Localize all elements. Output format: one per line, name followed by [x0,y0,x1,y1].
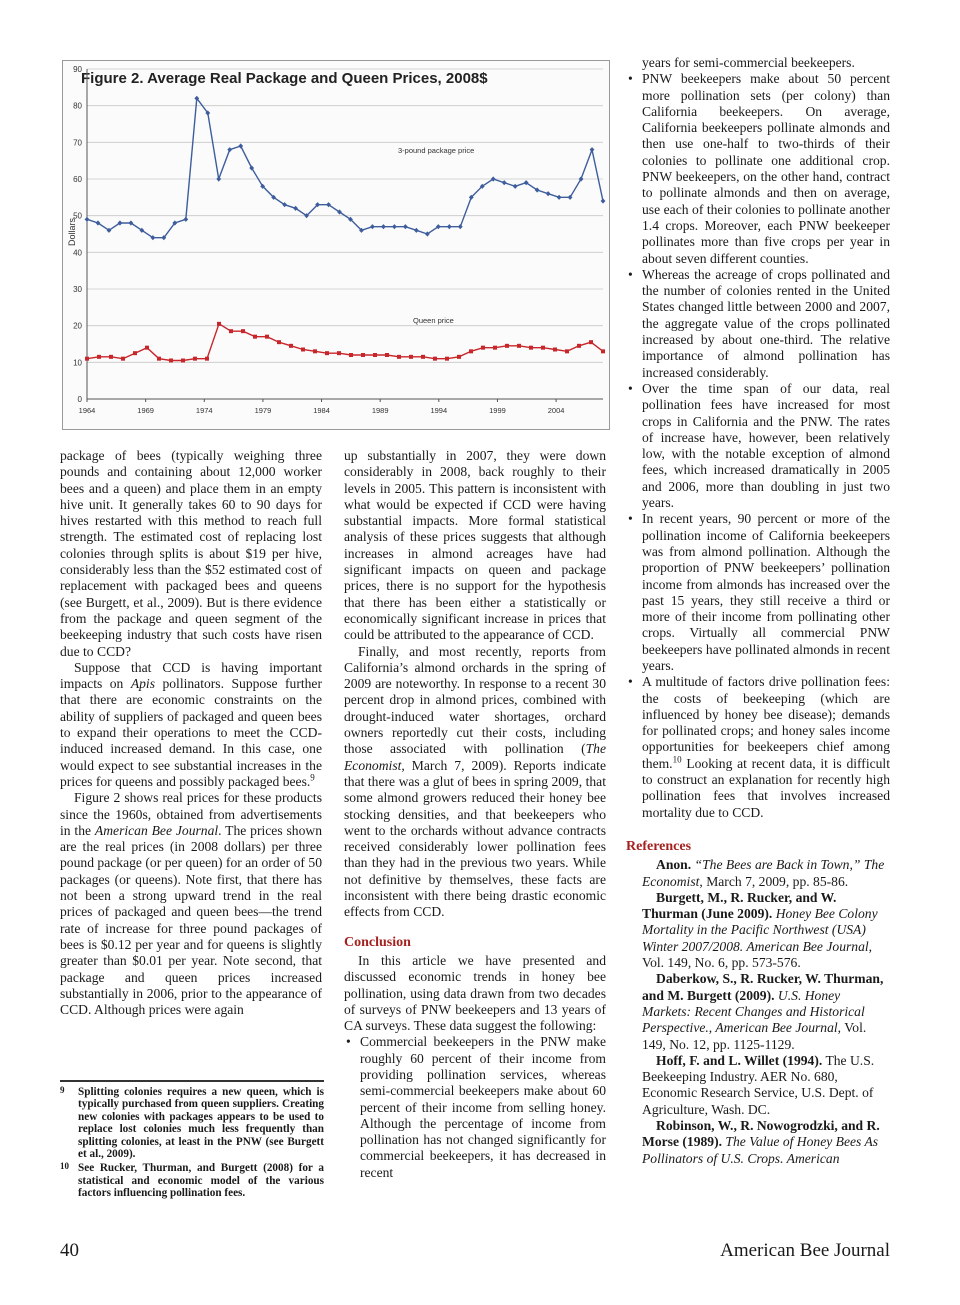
queen-price-line [87,324,603,361]
queen-series-label: Queen price [413,316,454,325]
list-item: • Over the time span of our data, real pollination fees have increased for most crops in California and the PNW. The rates of increase have, however, been relatively low, with the notable exception of almond fees, which increased dramatically in 2005 and 2006, more than doubling in just two years. [626,381,890,511]
package-price-point [447,224,452,229]
queen-price-point [601,349,605,353]
queen-price-point [313,349,317,353]
y-tick-label: 90 [73,65,82,74]
list-item: • PNW beekeepers make about 50 percent more pollination sets (per colony) than California beekeepers. On average, California beekeepers pollinate almonds and then use one-half to two-thirds of their colonies to pollinate one additional crop. PNW beekeepers, on the other hand, contract to pollinate almonds and then on average, use each of their colonies to pollinate another 1.4 crops. Moreover, each PNW beekeeper pollinates more than five crops per year in about seven different counties. [626,71,890,267]
queen-price-point [241,329,245,333]
queen-price-point [289,344,293,348]
conclusion-heading: Conclusion [344,934,411,950]
package-price-point [458,224,463,229]
footnote-10: 10 See Rucker, Thurman, and Burgett (2008) for a statistical and economic model of the various factors influencing pollination fees. [60,1161,324,1200]
y-tick-label: 40 [73,248,82,258]
queen-price-point [541,346,545,350]
package-price-point [601,198,606,203]
y-tick-label: 30 [73,285,82,294]
queen-price-point [529,346,533,350]
reference: Daberkow, S., R. Rucker, W. Thurman, and M. Burgett (2009). U.S. Honey Markets: Recent Changes and Historical Perspective., American Bee Journal, Vol. 149, No. 12, pp. 1125-1129. [642,971,884,1052]
queen-price-point [565,349,569,353]
queen-price-point [397,355,401,359]
list-item: • Whereas the acreage of crops pollinated and the number of colonies rented in the United States changed little between 2000 and 2007, the aggregate value of the crops pollinated increased by about one-third. The relative importance of almond pollination has increased considerably. [626,267,890,381]
queen-price-point [433,357,437,361]
queen-price-point [469,349,473,353]
package-price-point [381,224,386,229]
queen-price-point [301,348,305,352]
paragraph: package of bees (typically weighing three pounds and containing about 12,000 worker bees and a queen) and place them in an empty hive unit. It generally takes 60 to 90 days for hives restarted with this method to reach full strength. The estimated cost of replacing lost colonies through splits is about $19 per hive, considerably less than the $52 estimated cost of replacement with packaged bees and queens (see Burgett, et al., 2009). But is there evidence from the package and queen segment of the beekeeping industry that such costs have risen due to CCD? [60,448,322,659]
list-item: • In recent years, 90 percent or more of the pollination income of California beekeepers was from almond pollination. Although the proportion of PNW beekeepers’ pollination income from almonds has increased over the past 15 years, they still receive a third or more of their income from pollinating other crops. Virtually all commercial PNW beekeepers have pollinated almonds in recent years. [626,511,890,674]
queen-price-point [457,355,461,359]
package-price-point [590,147,595,152]
package-price-point [546,191,551,196]
queen-price-point [97,355,101,359]
paragraph: Finally, and most recently, reports from California’s almond orchards in the spring of 2009 are noteworthy. In response to a recent 30 percent drop in almond prices, combined with drought-induced water shortages, orchard owners reportedly cut their costs, including those associated with pollination (The Economist, March 7, 2009). Reports indicate that there was a glut of bees in spring 2009, that some almond growers reduced their honey bee stocking densities, and that beekeepers who went to the orchards without advance contracts received considerably lower pollination fees than they had in the previous two years. While not definitive by themselves, these facts are inconsistent with there being drastic economic effects from CCD. [344,643,606,920]
package-price-point [414,228,419,233]
x-tick-label: 1964 [78,406,96,415]
queen-price-point [493,346,497,350]
queen-price-point [421,355,425,359]
package-price-point [85,217,90,222]
queen-price-point [109,355,113,359]
paragraph: up substantially in 2007, they were down considerably in 2008, back roughly to their levels in 2005. This pattern is inconsistent with what would be expected if CCD were having substantial impacts. More formal statistical analysis of these prices suggests that although increases in almond acreages have had significant impacts on queen and package prices, there is no support for the hypothesis that there has been either a statistically or economically significant increase in prices that could be attributed to the appearance of CCD. [344,448,606,643]
y-axis-label: Dollars [67,217,77,246]
queen-price-point [409,355,413,359]
queen-price-point [553,348,557,352]
column-right [626,55,890,1167]
footnote-9: 9 Splitting colonies requires a new queen, which is typically purchased from queen suppliers. Creating new colonies with packages appears to be used to replace lost colonies much less frequently than splitting colonies, at least in the PNW (see Burgett et al., 2009). [60,1085,324,1161]
queen-price-point [169,359,173,363]
package-price-point [557,195,562,200]
paragraph: In this article we have presented and discussed economic trends in honey bee pollination, using data drawn from two decades of surveys of PNW beekeepers and 13 years of CA surveys. These data suggest the following: [344,952,606,1034]
queen-price-point [445,357,449,361]
y-tick-label: 50 [73,211,82,221]
package-price-point [392,224,397,229]
findings-list [344,1034,606,1181]
queen-price-point [145,346,149,350]
x-tick-label: 1969 [137,406,154,415]
package-price-point [502,180,507,185]
page-number: 40 [60,1240,79,1261]
list-item: • Commercial beekeepers in the PNW make roughly 60 percent of their income from providing pollination services, whereas semi-commercial beekeepers make about 60 percent of their income from selling honey. Although the percentage of income from pollination has not changed significantly for commercial beekeepers, it has decreased in recent [344,1034,606,1181]
queen-price-point [589,340,593,344]
queen-price-point [361,353,365,357]
queen-price-point [265,335,269,339]
queen-price-point [217,322,221,326]
paragraph: Figure 2 shows real prices for these products since the 1960s, obtained from advertisements in the American Bee Journal. The prices shown are the real prices (in 2008 dollars) per three pound package (or per queen) for an order of 50 packages (or queens). Note first, that there has not been a strong upward trend in the real prices of packaged and queen bees—the trend rate of increase for three pound packages of bees is $0.12 per year and for queens is slightly greater than $0.01 per year. Note second, that package and queen prices increased substantially in 2006, prior to the appearance of CCD. Although prices were again [60,790,322,1018]
queen-price-point [481,346,485,350]
queen-price-point [577,344,581,348]
package-price-point [227,147,232,152]
queen-price-point [325,351,329,355]
package-price-point [403,224,408,229]
column-middle [344,448,606,1181]
queen-price-point [373,353,377,357]
x-tick-label: 1974 [195,406,213,415]
x-tick-label: 1989 [371,406,389,415]
list-item: • A multitude of factors drive pollination fees: the costs of beekeeping (which are influenced by honey bee disease); demands for pollinated crops; and honey sales income opportunities for beekeepers chief among them.$^{10}$ Looking at recent data, it is difficult to construct an explanation for recently high pollination fees that involves increased mortality due to CCD. [626,674,890,821]
x-tick-label: 2004 [547,406,565,415]
footnotes [60,1080,324,1202]
column-left [60,448,322,1018]
queen-price-point [133,351,137,355]
y-tick-label: 80 [73,101,82,111]
queen-price-point [337,351,341,355]
x-tick-label: 1994 [430,406,448,415]
journal-name: American Bee Journal [720,1240,890,1261]
queen-price-point [229,329,233,333]
queen-price-point [205,357,209,361]
queen-price-point [253,335,257,339]
y-tick-label: 0 [77,395,82,404]
y-tick-label: 20 [73,321,82,331]
reference: Robinson, W., R. Nowogrodzki, and R. Morse (1989). The Value of Honey Bees As Pollinators of U.S. Crops. American [642,1118,880,1166]
list-item: years for semi-commercial beekeepers. [642,55,855,70]
reference: Burgett, M., R. Rucker, and W. Thurman (June 2009). Honey Bee Colony Mortality in the Pacific Northwest (USA) Winter 2007/2008. American Bee Journal, Vol. 149, No. 6, pp. 573-576. [642,889,878,971]
queen-price-point [181,359,185,363]
package-price-point [183,217,188,222]
paragraph: Suppose that CCD is having important impacts on Apis pollinators. Suppose further that there are economic constraints on the ability of suppliers of packaged and queen bees to expand their operations to meet the CCD-induced increased demand. In this case, one would expect to see substantial increases in the prices for queens and possibly packaged bees.$^9$ [60,659,322,789]
footnote-ref: 9 [310,772,315,783]
x-tick-label: 1999 [489,406,506,415]
package-price-point [216,176,221,181]
figure-2 [62,60,610,430]
queen-price-point [517,344,521,348]
queen-price-point [277,340,281,344]
chart-title: Figure 2. Average Real Package and Queen Prices, 2008$ [81,70,488,87]
y-tick-label: 70 [73,138,82,148]
footnote-ref: 10 [672,754,682,765]
queen-price-point [193,357,197,361]
package-series-label: 3-pound package price [398,146,475,155]
package-price-point [370,224,375,229]
price-chart [63,61,609,429]
queen-price-point [505,344,509,348]
queen-price-point [385,353,389,357]
reference: Anon. “The Bees are Back in Town,” The Economist, March 7, 2009, pp. 85-86. [642,857,885,889]
package-price-line [87,98,603,237]
findings-list-continued [626,55,890,821]
x-tick-label: 1979 [254,406,272,415]
y-tick-label: 10 [73,358,82,368]
queen-price-point [349,353,353,357]
y-tick-label: 60 [73,175,82,184]
package-price-point [513,184,518,189]
x-tick-label: 1984 [313,406,330,415]
queen-price-point [121,357,125,361]
queen-price-point [85,357,89,361]
references-heading: References [626,838,692,854]
reference: Hoff, F. and L. Willet (1994). The U.S. Beekeeping Industry. AER No. 680, Economic Research Service, U.S. Dept. of Agriculture, Wash. DC. [642,1052,875,1117]
queen-price-point [157,357,161,361]
